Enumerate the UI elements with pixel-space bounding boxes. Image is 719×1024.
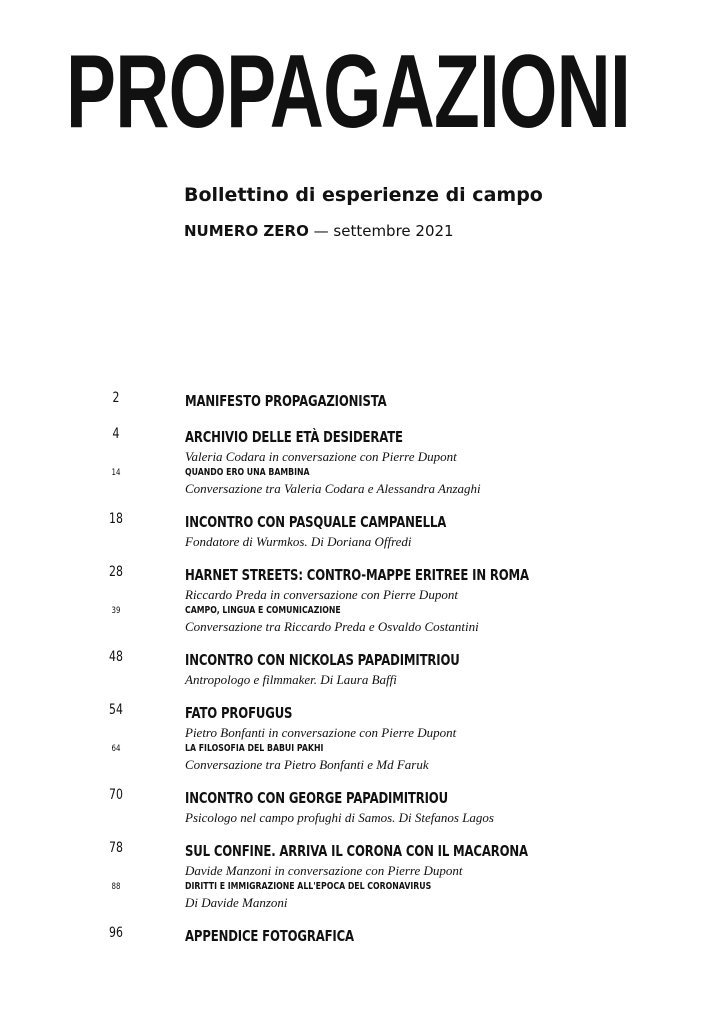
toc-page-number: 48 [109,649,123,665]
toc-page-number: 2 [112,390,120,406]
masthead-title: PROPAGAZIONI [66,34,631,150]
toc-byline: Davide Manzoni in conversazione con Pierre Dupont [185,863,463,878]
toc-subrow [0,879,719,894]
toc-title: SUL CONFINE. ARRIVA IL CORONA CON IL MACARONA [185,842,528,860]
page-subtitle: Bollettino di esperienze di campo [184,184,543,206]
toc-row [0,511,719,533]
issue-line [184,222,454,240]
toc-sub-page-number: 39 [111,606,121,616]
toc-page-number: 54 [109,702,123,718]
toc-byline: Fondatore di Wurmkos. Di Doriana Offredi [185,534,412,549]
toc-row [0,702,719,724]
toc-sub-byline: Di Davide Manzoni [185,895,288,910]
toc-row [0,390,719,412]
toc-sub-byline: Conversazione tra Valeria Codara e Alessandra Anzaghi [185,481,481,496]
toc-entry [0,649,719,688]
toc-entry [0,426,719,497]
toc-page-number: 70 [109,787,123,803]
toc-sub-page-number: 64 [111,744,121,754]
toc-sub-byline: Conversazione tra Pietro Bonfanti e Md Faruk [185,757,429,772]
toc-page-number: 96 [109,925,123,941]
toc-title: ARCHIVIO DELLE ETÀ DESIDERATE [185,428,403,446]
toc-title: FATO PROFUGUS [185,704,293,722]
toc-byline: Antropologo e filmmaker. Di Laura Baffi [185,672,397,687]
toc-entry [0,390,719,412]
table-of-contents [0,390,719,961]
toc-page-number: 28 [109,564,123,580]
toc-byline: Pietro Bonfanti in conversazione con Pierre Dupont [185,725,457,740]
toc-subrow [0,603,719,618]
toc-title: MANIFESTO PROPAGAZIONISTA [185,392,387,410]
toc-title: INCONTRO CON GEORGE PAPADIMITRIOU [185,789,448,807]
issue-date: — settembre 2021 [313,222,454,240]
toc-title: HARNET STREETS: CONTRO-MAPPE ERITREE IN ROMA [185,566,529,584]
toc-page-number: 78 [109,840,123,856]
toc-page-number: 18 [109,511,123,527]
toc-row [0,787,719,809]
toc-title: APPENDICE FOTOGRAFICA [185,927,354,945]
toc-subrow [0,465,719,480]
toc-entry [0,702,719,773]
toc-entry [0,840,719,911]
toc-sub-title: CAMPO, LINGUA E COMUNICAZIONE [185,605,341,616]
toc-entry [0,564,719,635]
toc-title: INCONTRO CON PASQUALE CAMPANELLA [185,513,447,531]
toc-row [0,564,719,586]
toc-sub-byline: Conversazione tra Riccardo Preda e Osvaldo Costantini [185,619,479,634]
toc-title: INCONTRO CON NICKOLAS PAPADIMITRIOU [185,651,460,669]
toc-row [0,925,719,947]
toc-page-number: 4 [112,426,120,442]
toc-byline: Riccardo Preda in conversazione con Pierre Dupont [185,587,458,602]
toc-row [0,649,719,671]
toc-sub-title: LA FILOSOFIA DEL BABUI PAKHI [185,743,324,754]
toc-sub-page-number: 88 [111,882,121,892]
issue-number: NUMERO ZERO [184,222,309,240]
toc-sub-title: DIRITTI E IMMIGRAZIONE ALL'EPOCA DEL CORONAVIRUS [185,881,432,892]
toc-byline: Valeria Codara in conversazione con Pierre Dupont [185,449,457,464]
toc-entry [0,511,719,550]
toc-row [0,840,719,862]
toc-row [0,426,719,448]
toc-entry [0,925,719,947]
toc-sub-title: QUANDO ERO UNA BAMBINA [185,467,310,478]
toc-subrow [0,741,719,756]
toc-sub-page-number: 14 [111,468,121,478]
toc-byline: Psicologo nel campo profughi di Samos. Di Stefanos Lagos [185,810,494,825]
toc-entry [0,787,719,826]
